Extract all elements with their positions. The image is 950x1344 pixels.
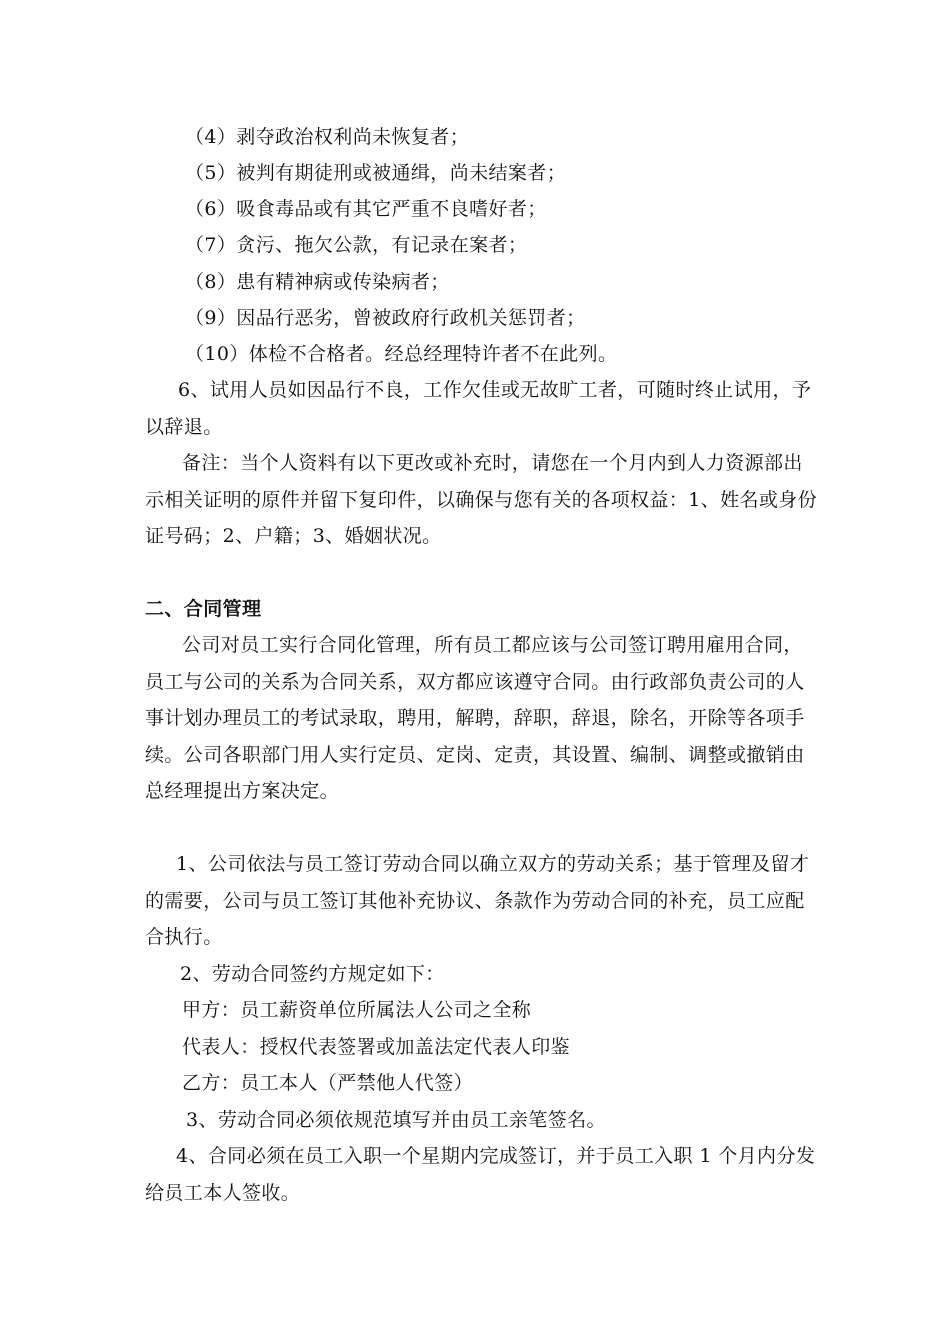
list-item: （4）剥夺政治权利尚未恢复者； bbox=[185, 126, 470, 148]
paragraph-line: 事计划办理员工的考试录取，聘用，解聘，辞职，辞退，除名，开除等各项手 bbox=[145, 707, 805, 729]
paragraph-line: 代表人：授权代表签署或加盖法定代表人印鉴 bbox=[182, 1036, 571, 1058]
paragraph-line: 3、劳动合同必须依规范填写并由员工亲笔签名。 bbox=[186, 1109, 606, 1131]
paragraph-line: 甲方：员工薪资单位所属法人公司之全称 bbox=[182, 999, 532, 1021]
paragraph-line: 以辞退。 bbox=[145, 416, 223, 438]
paragraph-line: 总经理提出方案决定。 bbox=[145, 780, 340, 802]
section-title: 二、合同管理 bbox=[145, 598, 262, 620]
paragraph-line: 公司对员工实行合同化管理，所有员工都应该与公司签订聘用雇用合同， bbox=[182, 634, 803, 656]
paragraph-line: 备注：当个人资料有以下更改或补充时，请您在一个月内到人力资源部出 bbox=[182, 452, 803, 474]
paragraph-line: 1、公司依法与员工签订劳动合同以确立双方的劳动关系；基于管理及留才 bbox=[176, 853, 810, 875]
paragraph-line: 续。公司各职部门用人实行定员、定岗、定责，其设置、编制、调整或撤销由 bbox=[145, 744, 805, 766]
paragraph-line: 证号码；2、户籍；3、婚姻状况。 bbox=[145, 525, 442, 547]
list-item: （9）因品行恶劣，曾被政府行政机关惩罚者； bbox=[185, 307, 586, 329]
paragraph-line: 6、试用人员如因品行不良，工作欠佳或无故旷工者，可随时终止试用，予 bbox=[178, 379, 812, 401]
paragraph-line: 4、合同必须在员工入职一个星期内完成签订，并于员工入职 1 个月内分发 bbox=[176, 1145, 816, 1167]
list-item: （6）吸食毒品或有其它严重不良嗜好者； bbox=[185, 198, 547, 220]
paragraph-line: 示相关证明的原件并留下复印件，以确保与您有关的各项权益：1、姓名或身份 bbox=[145, 489, 818, 511]
paragraph-line: 乙方：员工本人（严禁他人代签） bbox=[182, 1072, 474, 1094]
list-item: （7）贪污、拖欠公款，有记录在案者； bbox=[185, 234, 528, 256]
list-item: （10）体检不合格者。经总经理特许者不在此列。 bbox=[185, 343, 618, 365]
paragraph-line: 员工与公司的关系为合同关系，双方都应该遵守合同。由行政部负责公司的人 bbox=[145, 671, 805, 693]
paragraph-line: 的需要，公司与员工签订其他补充协议、条款作为劳动合同的补充，员工应配 bbox=[145, 890, 805, 912]
list-item: （8）患有精神病或传染病者； bbox=[185, 271, 450, 293]
list-item: （5）被判有期徒刑或被通缉，尚未结案者； bbox=[185, 162, 567, 184]
paragraph-line: 给员工本人签收。 bbox=[145, 1182, 301, 1204]
paragraph-line: 合执行。 bbox=[145, 926, 223, 948]
paragraph-line: 2、劳动合同签约方规定如下： bbox=[180, 963, 445, 985]
